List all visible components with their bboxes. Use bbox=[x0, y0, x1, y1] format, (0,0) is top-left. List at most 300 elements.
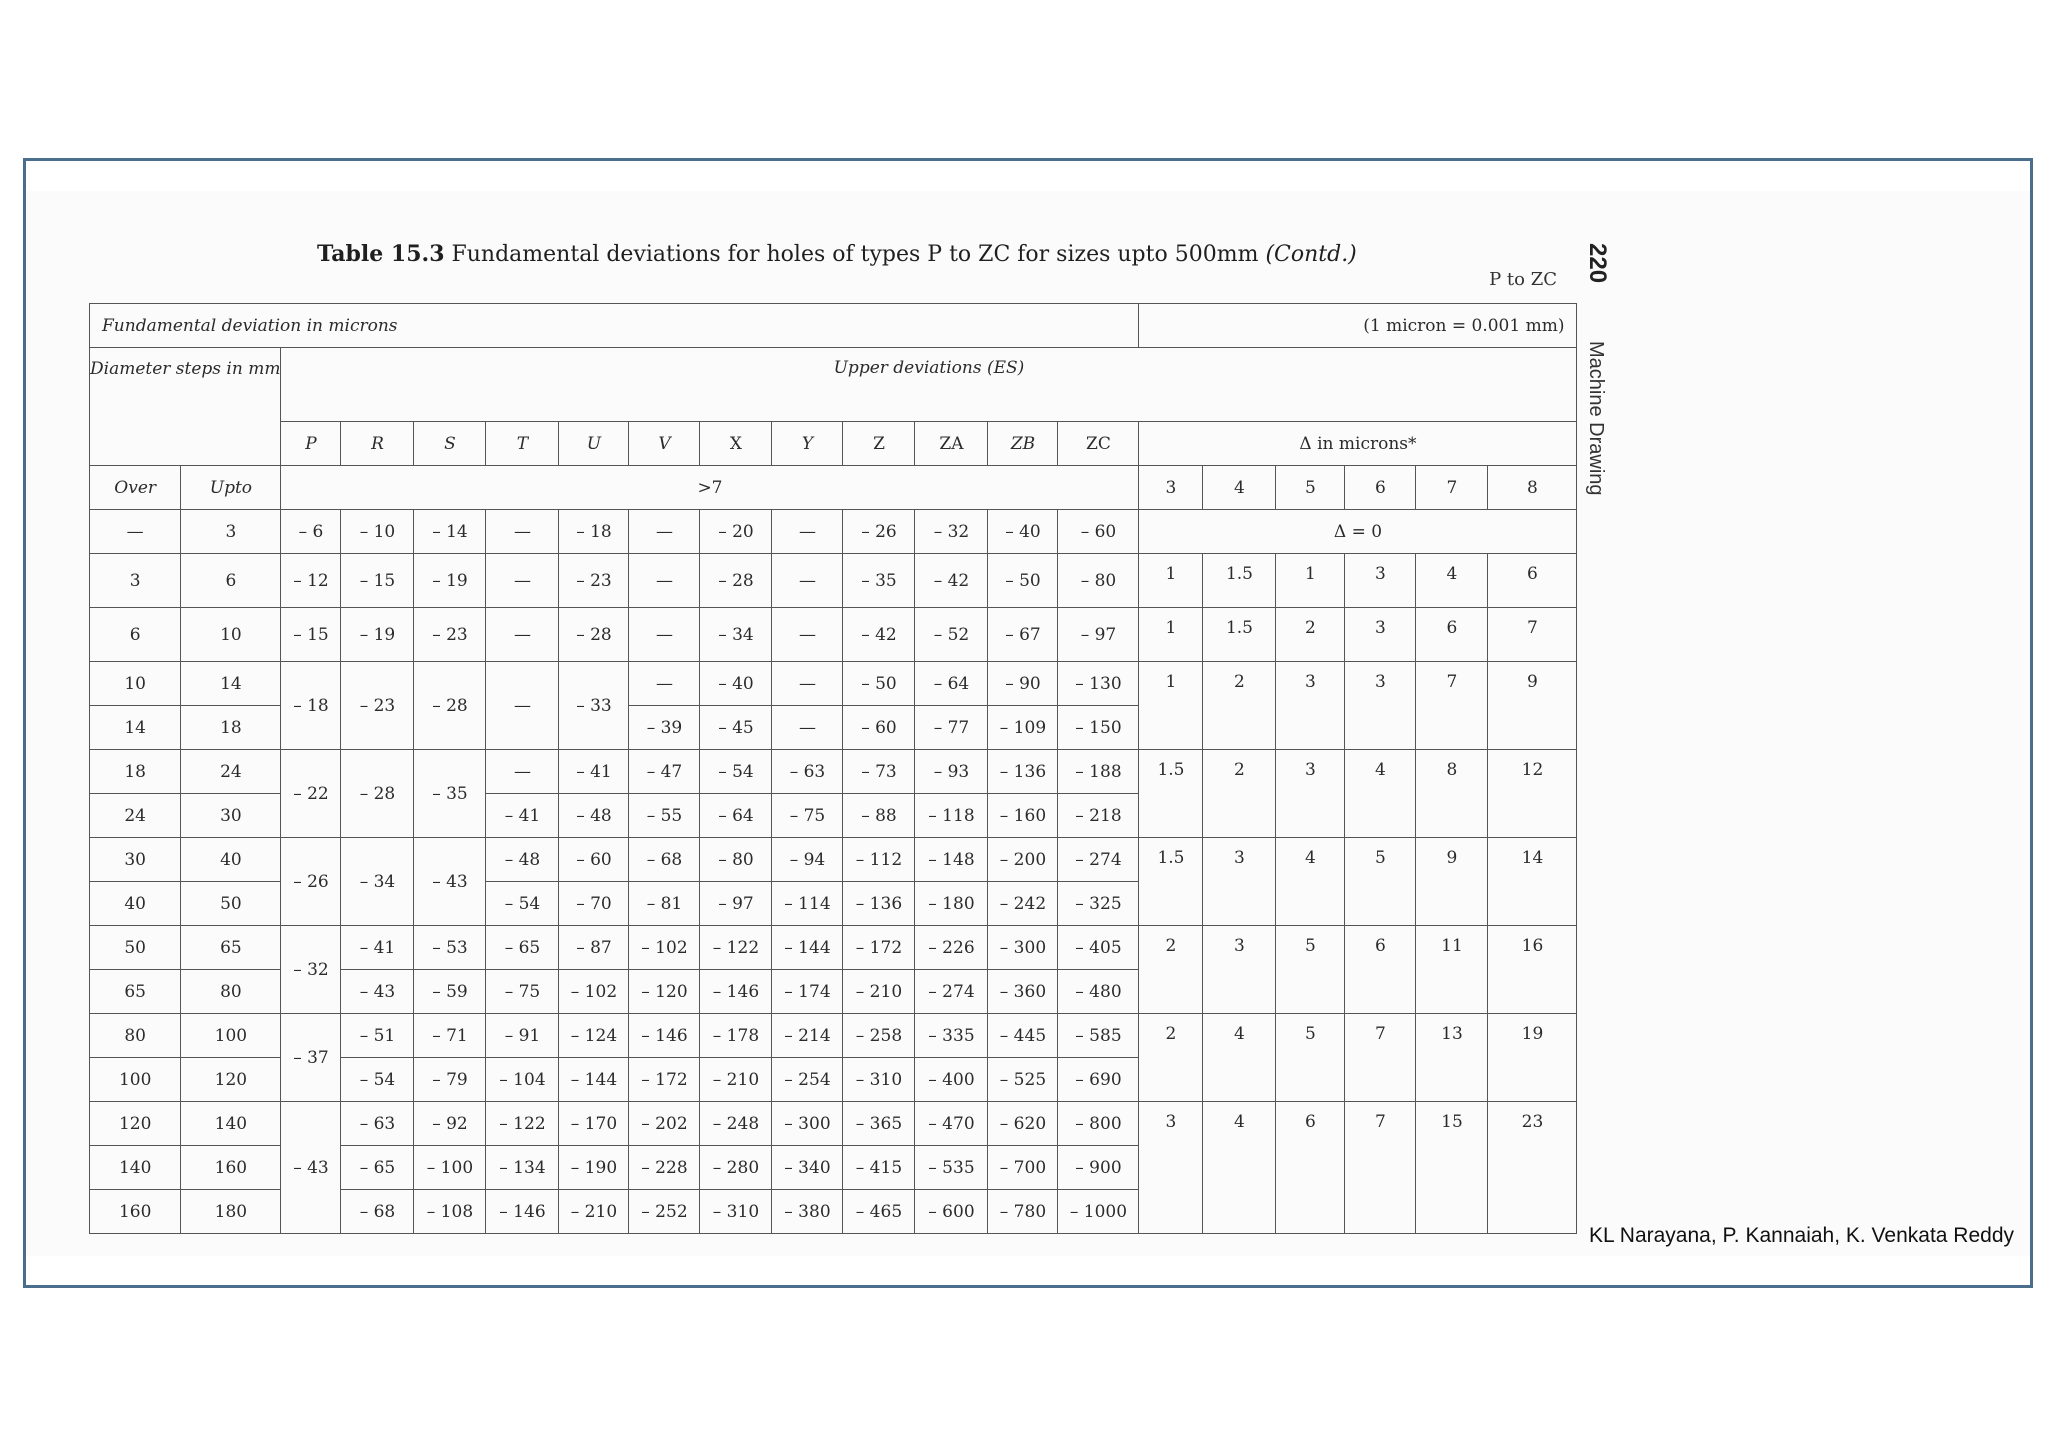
cell-z: – 60 bbox=[843, 706, 915, 750]
cell-v: – 202 bbox=[629, 1102, 700, 1146]
cell-zb: – 136 bbox=[988, 750, 1058, 794]
authors-credit: KL Narayana, P. Kannaiah, K. Venkata Reddy bbox=[1589, 1224, 2014, 1247]
slide-frame bbox=[23, 158, 2033, 1288]
cell-v: – 55 bbox=[629, 794, 700, 838]
delta-cell: 16 bbox=[1488, 926, 1577, 1014]
cell-u: – 48 bbox=[559, 794, 629, 838]
cell-t: — bbox=[486, 510, 559, 554]
table-title-contd: (Contd.) bbox=[1265, 242, 1357, 267]
cell-y: – 254 bbox=[772, 1058, 843, 1102]
delta-cell: 5 bbox=[1276, 1014, 1345, 1102]
cell-x: – 40 bbox=[700, 662, 772, 706]
cell-z: – 35 bbox=[843, 554, 915, 608]
table-row bbox=[90, 1102, 1577, 1146]
over-cell: 40 bbox=[90, 882, 181, 926]
delta-cell: 6 bbox=[1276, 1102, 1345, 1234]
over-cell: 80 bbox=[90, 1014, 181, 1058]
delta-cell: 3 bbox=[1276, 750, 1345, 838]
cell-zb: – 50 bbox=[988, 554, 1058, 608]
cell-v: – 68 bbox=[629, 838, 700, 882]
delta-cell: 7 bbox=[1345, 1014, 1416, 1102]
cell-u: – 28 bbox=[559, 608, 629, 662]
cell-zb: – 525 bbox=[988, 1058, 1058, 1102]
cell-p: – 32 bbox=[281, 926, 341, 1014]
column-header-t: T bbox=[486, 422, 559, 466]
cell-p: – 15 bbox=[281, 608, 341, 662]
cell-v: – 81 bbox=[629, 882, 700, 926]
upto-cell: 40 bbox=[181, 838, 281, 882]
cell-zb: – 300 bbox=[988, 926, 1058, 970]
delta-cell: 12 bbox=[1488, 750, 1577, 838]
cell-x: – 178 bbox=[700, 1014, 772, 1058]
cell-x: – 54 bbox=[700, 750, 772, 794]
cell-s: – 108 bbox=[414, 1190, 486, 1234]
cell-s: – 28 bbox=[414, 662, 486, 750]
cell-u: – 210 bbox=[559, 1190, 629, 1234]
cell-za: – 400 bbox=[915, 1058, 988, 1102]
cell-z: – 310 bbox=[843, 1058, 915, 1102]
table-row bbox=[90, 1014, 1577, 1058]
cell-s: – 23 bbox=[414, 608, 486, 662]
cell-v: – 252 bbox=[629, 1190, 700, 1234]
cell-t: – 134 bbox=[486, 1146, 559, 1190]
cell-za: – 226 bbox=[915, 926, 988, 970]
cell-t: – 75 bbox=[486, 970, 559, 1014]
cell-zb: – 40 bbox=[988, 510, 1058, 554]
upto-cell: 100 bbox=[181, 1014, 281, 1058]
cell-y: – 63 bbox=[772, 750, 843, 794]
cell-zc: – 1000 bbox=[1058, 1190, 1139, 1234]
upto-cell: 120 bbox=[181, 1058, 281, 1102]
delta-cell: 7 bbox=[1416, 662, 1488, 750]
delta-cell: 1 bbox=[1139, 608, 1203, 662]
cell-t: – 122 bbox=[486, 1102, 559, 1146]
cell-y: – 214 bbox=[772, 1014, 843, 1058]
column-header-p: P bbox=[281, 422, 341, 466]
table-row bbox=[90, 554, 1577, 608]
delta-grade-7: 7 bbox=[1416, 466, 1488, 510]
cell-za: – 77 bbox=[915, 706, 988, 750]
cell-y: – 144 bbox=[772, 926, 843, 970]
cell-za: – 274 bbox=[915, 970, 988, 1014]
delta-cell: 1.5 bbox=[1203, 608, 1276, 662]
cell-u: – 41 bbox=[559, 750, 629, 794]
cell-zc: – 188 bbox=[1058, 750, 1139, 794]
cell-p: – 43 bbox=[281, 1102, 341, 1234]
scanned-page bbox=[27, 191, 2030, 1256]
delta-cell: 1 bbox=[1139, 554, 1203, 608]
cell-t: – 146 bbox=[486, 1190, 559, 1234]
cell-s: – 59 bbox=[414, 970, 486, 1014]
cell-p: – 22 bbox=[281, 750, 341, 838]
cell-u: – 124 bbox=[559, 1014, 629, 1058]
cell-p: – 26 bbox=[281, 838, 341, 926]
cell-s: – 100 bbox=[414, 1146, 486, 1190]
cell-za: – 52 bbox=[915, 608, 988, 662]
cell-r: – 34 bbox=[341, 838, 414, 926]
delta-cell: 3 bbox=[1203, 926, 1276, 1014]
delta-cell: 3 bbox=[1345, 554, 1416, 608]
delta-cell: 8 bbox=[1416, 750, 1488, 838]
over-cell: 160 bbox=[90, 1190, 181, 1234]
upto-header: Upto bbox=[181, 466, 281, 510]
cell-x: – 97 bbox=[700, 882, 772, 926]
cell-t: – 48 bbox=[486, 838, 559, 882]
cell-t: – 65 bbox=[486, 926, 559, 970]
cell-p: – 12 bbox=[281, 554, 341, 608]
table-title-text: Fundamental deviations for holes of types P to ZC for sizes upto 500mm bbox=[451, 242, 1259, 267]
delta-cell: 1.5 bbox=[1139, 750, 1203, 838]
cell-s: – 53 bbox=[414, 926, 486, 970]
delta-cell: 7 bbox=[1345, 1102, 1416, 1234]
cell-t: — bbox=[486, 662, 559, 750]
cell-v: – 146 bbox=[629, 1014, 700, 1058]
column-header-y: Y bbox=[772, 422, 843, 466]
cell-zc: – 585 bbox=[1058, 1014, 1139, 1058]
cell-x: – 45 bbox=[700, 706, 772, 750]
over-cell: 18 bbox=[90, 750, 181, 794]
header-row-over-upto bbox=[90, 466, 1577, 510]
delta-cell: 5 bbox=[1345, 838, 1416, 926]
delta-cell: 3 bbox=[1345, 662, 1416, 750]
delta-cell: 7 bbox=[1488, 608, 1577, 662]
cell-zb: – 160 bbox=[988, 794, 1058, 838]
cell-r: – 54 bbox=[341, 1058, 414, 1102]
cell-y: — bbox=[772, 510, 843, 554]
table-row bbox=[90, 608, 1577, 662]
grade-header: >7 bbox=[281, 466, 1139, 510]
column-header-x: X bbox=[700, 422, 772, 466]
delta-zero-cell: Δ = 0 bbox=[1139, 510, 1577, 554]
cell-v: – 47 bbox=[629, 750, 700, 794]
over-cell: 10 bbox=[90, 662, 181, 706]
upto-cell: 30 bbox=[181, 794, 281, 838]
diameter-steps-header: Diameter steps in mm bbox=[90, 348, 281, 466]
cell-z: – 210 bbox=[843, 970, 915, 1014]
cell-zb: – 700 bbox=[988, 1146, 1058, 1190]
cell-t: – 41 bbox=[486, 794, 559, 838]
cell-s: – 79 bbox=[414, 1058, 486, 1102]
cell-r: – 65 bbox=[341, 1146, 414, 1190]
cell-za: – 64 bbox=[915, 662, 988, 706]
delta-cell: 2 bbox=[1139, 1014, 1203, 1102]
cell-u: – 18 bbox=[559, 510, 629, 554]
delta-grade-5: 5 bbox=[1276, 466, 1345, 510]
cell-za: – 600 bbox=[915, 1190, 988, 1234]
cell-zb: – 90 bbox=[988, 662, 1058, 706]
cell-p: – 6 bbox=[281, 510, 341, 554]
cell-u: – 144 bbox=[559, 1058, 629, 1102]
upto-cell: 6 bbox=[181, 554, 281, 608]
cell-r: – 51 bbox=[341, 1014, 414, 1058]
fundamental-deviation-label: Fundamental deviation in microns bbox=[90, 304, 1139, 348]
upto-cell: 140 bbox=[181, 1102, 281, 1146]
cell-r: – 23 bbox=[341, 662, 414, 750]
cell-v: — bbox=[629, 554, 700, 608]
cell-t: — bbox=[486, 750, 559, 794]
cell-z: – 136 bbox=[843, 882, 915, 926]
column-header-s: S bbox=[414, 422, 486, 466]
delta-cell: 4 bbox=[1416, 554, 1488, 608]
delta-cell: 2 bbox=[1203, 662, 1276, 750]
cell-y: – 340 bbox=[772, 1146, 843, 1190]
cell-za: – 470 bbox=[915, 1102, 988, 1146]
cell-v: – 39 bbox=[629, 706, 700, 750]
over-cell: 140 bbox=[90, 1146, 181, 1190]
cell-v: – 172 bbox=[629, 1058, 700, 1102]
delta-cell: 1.5 bbox=[1203, 554, 1276, 608]
cell-r: – 43 bbox=[341, 970, 414, 1014]
cell-x: – 310 bbox=[700, 1190, 772, 1234]
delta-cell: 13 bbox=[1416, 1014, 1488, 1102]
cell-zc: – 900 bbox=[1058, 1146, 1139, 1190]
column-header-z: Z bbox=[843, 422, 915, 466]
delta-cell: 6 bbox=[1345, 926, 1416, 1014]
cell-x: – 20 bbox=[700, 510, 772, 554]
cell-s: – 14 bbox=[414, 510, 486, 554]
upper-deviations-header: Upper deviations (ES) bbox=[281, 348, 1577, 422]
cell-s: – 35 bbox=[414, 750, 486, 838]
delta-header: Δ in microns* bbox=[1139, 422, 1577, 466]
header-row-letters bbox=[90, 422, 1577, 466]
over-cell: 100 bbox=[90, 1058, 181, 1102]
cell-u: – 190 bbox=[559, 1146, 629, 1190]
cell-z: – 112 bbox=[843, 838, 915, 882]
cell-y: – 75 bbox=[772, 794, 843, 838]
table-row bbox=[90, 750, 1577, 794]
cell-y: – 380 bbox=[772, 1190, 843, 1234]
over-cell: 65 bbox=[90, 970, 181, 1014]
cell-zc: – 150 bbox=[1058, 706, 1139, 750]
cell-zb: – 360 bbox=[988, 970, 1058, 1014]
column-header-zc: ZC bbox=[1058, 422, 1139, 466]
page-number: 220 bbox=[1584, 243, 1611, 284]
delta-grade-4: 4 bbox=[1203, 466, 1276, 510]
delta-cell: 3 bbox=[1139, 1102, 1203, 1234]
cell-zb: – 620 bbox=[988, 1102, 1058, 1146]
cell-r: – 28 bbox=[341, 750, 414, 838]
cell-za: – 32 bbox=[915, 510, 988, 554]
delta-cell: 19 bbox=[1488, 1014, 1577, 1102]
cell-t: – 104 bbox=[486, 1058, 559, 1102]
cell-za: – 118 bbox=[915, 794, 988, 838]
delta-cell: 4 bbox=[1276, 838, 1345, 926]
table-body bbox=[90, 510, 1577, 1234]
cell-u: – 170 bbox=[559, 1102, 629, 1146]
column-header-za: ZA bbox=[915, 422, 988, 466]
header-row-upper bbox=[90, 348, 1577, 422]
cell-y: – 114 bbox=[772, 882, 843, 926]
range-label: P to ZC bbox=[1489, 269, 1557, 290]
cell-r: – 19 bbox=[341, 608, 414, 662]
cell-zc: – 690 bbox=[1058, 1058, 1139, 1102]
cell-u: – 102 bbox=[559, 970, 629, 1014]
cell-v: – 228 bbox=[629, 1146, 700, 1190]
upto-cell: 18 bbox=[181, 706, 281, 750]
delta-cell: 2 bbox=[1276, 608, 1345, 662]
cell-u: – 70 bbox=[559, 882, 629, 926]
cell-zb: – 109 bbox=[988, 706, 1058, 750]
cell-za: – 535 bbox=[915, 1146, 988, 1190]
cell-zc: – 218 bbox=[1058, 794, 1139, 838]
upto-cell: 3 bbox=[181, 510, 281, 554]
column-header-zb: ZB bbox=[988, 422, 1058, 466]
cell-zb: – 200 bbox=[988, 838, 1058, 882]
delta-cell: 9 bbox=[1488, 662, 1577, 750]
cell-zc: – 130 bbox=[1058, 662, 1139, 706]
delta-cell: 6 bbox=[1488, 554, 1577, 608]
cell-y: — bbox=[772, 706, 843, 750]
upto-cell: 80 bbox=[181, 970, 281, 1014]
column-header-u: U bbox=[559, 422, 629, 466]
cell-t: — bbox=[486, 608, 559, 662]
cell-u: – 33 bbox=[559, 662, 629, 750]
over-cell: — bbox=[90, 510, 181, 554]
cell-v: – 102 bbox=[629, 926, 700, 970]
upto-cell: 160 bbox=[181, 1146, 281, 1190]
delta-cell: 1.5 bbox=[1139, 838, 1203, 926]
cell-v: — bbox=[629, 510, 700, 554]
cell-t: — bbox=[486, 554, 559, 608]
cell-zc: – 60 bbox=[1058, 510, 1139, 554]
cell-y: – 94 bbox=[772, 838, 843, 882]
upto-cell: 65 bbox=[181, 926, 281, 970]
header-row-units bbox=[90, 304, 1577, 348]
cell-zb: – 445 bbox=[988, 1014, 1058, 1058]
over-cell: 30 bbox=[90, 838, 181, 882]
cell-za: – 180 bbox=[915, 882, 988, 926]
book-name: Machine Drawing bbox=[1585, 341, 1607, 496]
cell-z: – 465 bbox=[843, 1190, 915, 1234]
cell-v: – 120 bbox=[629, 970, 700, 1014]
cell-x: – 80 bbox=[700, 838, 772, 882]
over-cell: 24 bbox=[90, 794, 181, 838]
cell-s: – 19 bbox=[414, 554, 486, 608]
cell-z: – 172 bbox=[843, 926, 915, 970]
cell-r: – 68 bbox=[341, 1190, 414, 1234]
cell-x: – 280 bbox=[700, 1146, 772, 1190]
cell-zc: – 480 bbox=[1058, 970, 1139, 1014]
cell-z: – 73 bbox=[843, 750, 915, 794]
delta-cell: 3 bbox=[1276, 662, 1345, 750]
cell-z: – 26 bbox=[843, 510, 915, 554]
upto-cell: 24 bbox=[181, 750, 281, 794]
cell-za: – 148 bbox=[915, 838, 988, 882]
cell-zc: – 274 bbox=[1058, 838, 1139, 882]
cell-zc: – 800 bbox=[1058, 1102, 1139, 1146]
cell-y: — bbox=[772, 554, 843, 608]
delta-cell: 1 bbox=[1276, 554, 1345, 608]
delta-cell: 9 bbox=[1416, 838, 1488, 926]
cell-p: – 18 bbox=[281, 662, 341, 750]
upto-cell: 10 bbox=[181, 608, 281, 662]
cell-r: – 41 bbox=[341, 926, 414, 970]
cell-y: – 174 bbox=[772, 970, 843, 1014]
over-cell: 120 bbox=[90, 1102, 181, 1146]
over-header: Over bbox=[90, 466, 181, 510]
table-row bbox=[90, 926, 1577, 970]
table-title-number: Table 15.3 bbox=[317, 241, 445, 267]
cell-z: – 258 bbox=[843, 1014, 915, 1058]
cell-s: – 43 bbox=[414, 838, 486, 926]
upto-cell: 14 bbox=[181, 662, 281, 706]
delta-cell: 14 bbox=[1488, 838, 1577, 926]
cell-z: – 42 bbox=[843, 608, 915, 662]
cell-x: – 248 bbox=[700, 1102, 772, 1146]
cell-x: – 28 bbox=[700, 554, 772, 608]
delta-cell: 4 bbox=[1345, 750, 1416, 838]
table-row bbox=[90, 510, 1577, 554]
cell-za: – 335 bbox=[915, 1014, 988, 1058]
cell-u: – 60 bbox=[559, 838, 629, 882]
cell-z: – 88 bbox=[843, 794, 915, 838]
cell-x: – 210 bbox=[700, 1058, 772, 1102]
cell-u: – 23 bbox=[559, 554, 629, 608]
cell-t: – 91 bbox=[486, 1014, 559, 1058]
cell-y: – 300 bbox=[772, 1102, 843, 1146]
cell-zb: – 780 bbox=[988, 1190, 1058, 1234]
over-cell: 50 bbox=[90, 926, 181, 970]
cell-t: – 54 bbox=[486, 882, 559, 926]
column-header-v: V bbox=[629, 422, 700, 466]
delta-cell: 4 bbox=[1203, 1102, 1276, 1234]
upto-cell: 180 bbox=[181, 1190, 281, 1234]
cell-zc: – 405 bbox=[1058, 926, 1139, 970]
delta-cell: 1 bbox=[1139, 662, 1203, 750]
delta-cell: 2 bbox=[1139, 926, 1203, 1014]
delta-cell: 6 bbox=[1416, 608, 1488, 662]
delta-grade-6: 6 bbox=[1345, 466, 1416, 510]
cell-s: – 92 bbox=[414, 1102, 486, 1146]
cell-x: – 34 bbox=[700, 608, 772, 662]
table-title bbox=[317, 241, 1357, 267]
cell-y: — bbox=[772, 662, 843, 706]
cell-x: – 146 bbox=[700, 970, 772, 1014]
cell-v: — bbox=[629, 662, 700, 706]
delta-cell: 2 bbox=[1203, 750, 1276, 838]
cell-s: – 71 bbox=[414, 1014, 486, 1058]
delta-cell: 3 bbox=[1203, 838, 1276, 926]
upto-cell: 50 bbox=[181, 882, 281, 926]
cell-zc: – 97 bbox=[1058, 608, 1139, 662]
cell-r: – 10 bbox=[341, 510, 414, 554]
delta-grade-8: 8 bbox=[1488, 466, 1577, 510]
cell-zc: – 325 bbox=[1058, 882, 1139, 926]
delta-cell: 11 bbox=[1416, 926, 1488, 1014]
deviation-table bbox=[89, 303, 1577, 1234]
cell-z: – 50 bbox=[843, 662, 915, 706]
cell-p: – 37 bbox=[281, 1014, 341, 1102]
cell-zb: – 242 bbox=[988, 882, 1058, 926]
cell-x: – 64 bbox=[700, 794, 772, 838]
cell-r: – 63 bbox=[341, 1102, 414, 1146]
cell-za: – 42 bbox=[915, 554, 988, 608]
delta-cell: 4 bbox=[1203, 1014, 1276, 1102]
cell-zc: – 80 bbox=[1058, 554, 1139, 608]
delta-cell: 3 bbox=[1345, 608, 1416, 662]
delta-cell: 23 bbox=[1488, 1102, 1577, 1234]
over-cell: 3 bbox=[90, 554, 181, 608]
cell-za: – 93 bbox=[915, 750, 988, 794]
cell-x: – 122 bbox=[700, 926, 772, 970]
cell-v: — bbox=[629, 608, 700, 662]
unit-note: (1 micron = 0.001 mm) bbox=[1139, 304, 1577, 348]
over-cell: 14 bbox=[90, 706, 181, 750]
delta-grade-3: 3 bbox=[1139, 466, 1203, 510]
table-row bbox=[90, 838, 1577, 882]
cell-r: – 15 bbox=[341, 554, 414, 608]
delta-cell: 5 bbox=[1276, 926, 1345, 1014]
